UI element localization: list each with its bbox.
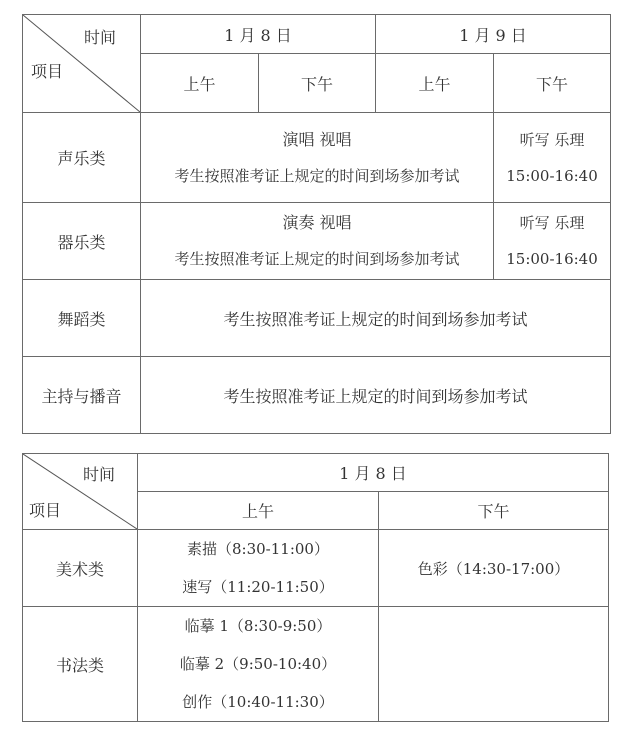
exam-note-cell: 考生按照准考证上规定的时间到场参加考试 xyxy=(141,357,611,434)
exam-title: 听写 乐理 xyxy=(519,130,585,149)
exam-note: 考生按照准考证上规定的时间到场参加考试 xyxy=(174,166,460,185)
music-dance-exam-schedule-table xyxy=(22,14,611,434)
table-row xyxy=(23,530,609,607)
afternoon-exam-cell xyxy=(379,530,609,607)
afternoon-exam-cell xyxy=(494,113,611,203)
corner-header-cell xyxy=(23,454,138,530)
exam-item: 色彩（14:30-17:00） xyxy=(417,559,570,578)
category-cell: 美术类 xyxy=(23,530,138,607)
time-header-label: 时间 xyxy=(82,465,115,484)
category-cell: 声乐类 xyxy=(23,113,141,203)
exam-time: 15:00-16:40 xyxy=(506,166,598,185)
date-header-jan9: 1 月 9 日 xyxy=(376,15,611,54)
exam-content-cell xyxy=(141,203,494,280)
date-header-jan8: 1 月 8 日 xyxy=(141,15,376,54)
exam-title: 演唱 视唱 xyxy=(282,129,352,149)
category-cell: 舞蹈类 xyxy=(23,280,141,357)
corner-header-cell xyxy=(23,15,141,113)
afternoon-exam-cell xyxy=(494,203,611,280)
item-header-label: 项目 xyxy=(31,62,64,81)
period-header-jan8-afternoon: 下午 xyxy=(259,54,376,113)
category-cell: 器乐类 xyxy=(23,203,141,280)
exam-item: 速写（11:20-11:50） xyxy=(182,578,334,596)
table-row xyxy=(23,607,609,722)
category-cell: 书法类 xyxy=(23,607,138,722)
exam-title: 演奏 视唱 xyxy=(282,213,352,232)
exam-note-cell: 考生按照准考证上规定的时间到场参加考试 xyxy=(141,280,611,357)
table-row xyxy=(23,113,611,203)
table-row xyxy=(23,357,611,434)
exam-item: 临摹 2（9:50-10:40） xyxy=(179,655,337,673)
item-header-label: 项目 xyxy=(29,501,62,520)
exam-title: 听写 乐理 xyxy=(519,214,585,232)
period-header-jan9-afternoon: 下午 xyxy=(494,54,611,113)
exam-item: 临摹 1（8:30-9:50） xyxy=(184,617,332,635)
table-row xyxy=(23,203,611,280)
exam-content-cell xyxy=(141,113,494,203)
exam-item: 创作（10:40-11:30） xyxy=(182,693,334,711)
morning-exam-cell xyxy=(138,530,379,607)
period-header-morning: 上午 xyxy=(138,492,379,530)
exam-note: 考生按照准考证上规定的时间到场参加考试 xyxy=(174,250,460,268)
exam-time: 15:00-16:40 xyxy=(506,250,598,268)
afternoon-exam-cell-empty xyxy=(379,607,609,722)
exam-item: 素描（8:30-11:00） xyxy=(187,540,329,558)
morning-exam-cell xyxy=(138,607,379,722)
period-header-jan9-morning: 上午 xyxy=(376,54,494,113)
period-header-afternoon: 下午 xyxy=(379,492,609,530)
period-header-jan8-morning: 上午 xyxy=(141,54,259,113)
category-cell: 主持与播音 xyxy=(23,357,141,434)
table-row xyxy=(23,280,611,357)
date-header-jan8: 1 月 8 日 xyxy=(138,454,609,492)
time-header-label: 时间 xyxy=(83,28,116,47)
art-calligraphy-exam-schedule-table xyxy=(22,453,609,722)
